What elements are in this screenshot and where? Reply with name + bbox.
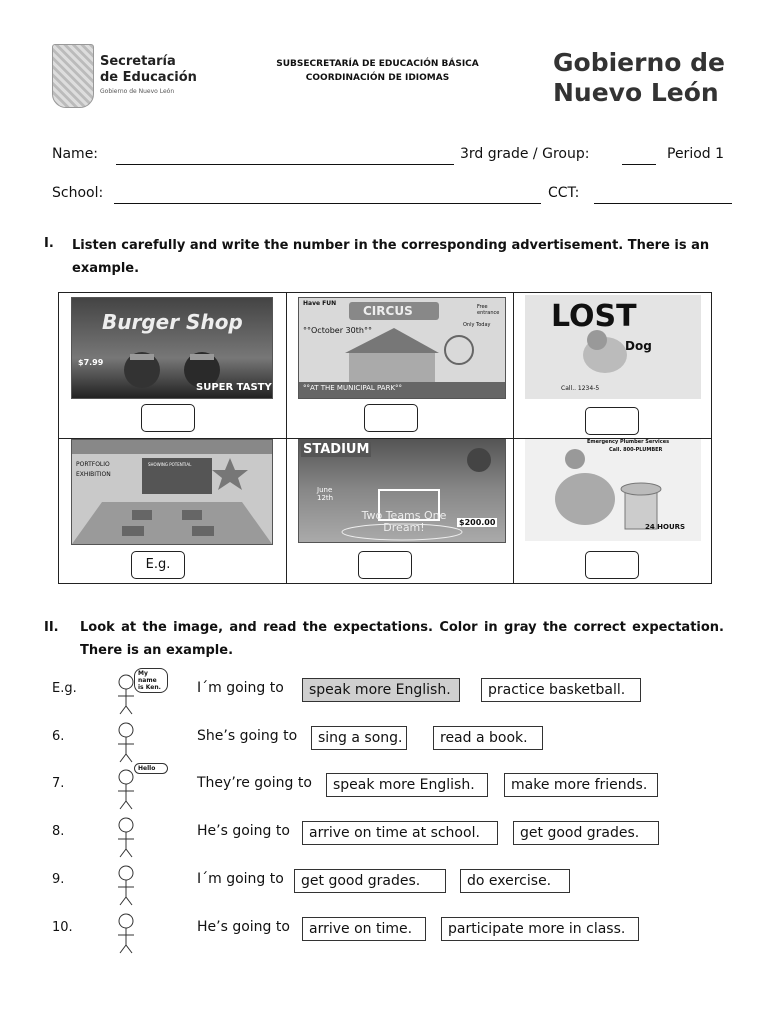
boy-hand-raised-icon [104,909,166,955]
answer-box-stadium[interactable] [358,551,412,579]
expectation-option[interactable]: get good grades. [513,821,659,845]
expectation-option[interactable]: participate more in class. [441,917,639,941]
stadium-price: $200.00 [459,518,496,527]
expectation-option[interactable]: do exercise. [460,869,570,893]
coat-of-arms-icon [52,44,94,108]
circus-date: °°October 30th°° [303,326,372,335]
plumber-ad-icon [525,439,701,541]
answer-box-plumber[interactable] [585,551,639,579]
burger-title: Burger Shop [102,310,243,334]
circus-location: °°AT THE MUNICIPAL PARK°° [303,384,403,392]
plumber-title: Emergency Plumber Services [587,439,670,445]
logo-line-1: Secretaría [100,54,176,69]
lost-dog-word: Dog [625,339,652,353]
expectation-option[interactable]: speak more English. [326,773,488,797]
row-label: E.g. [52,681,77,696]
gobierno-logo [553,48,725,108]
section-2-instruction: Look at the image, and read the expectations. Color in gray the correct expectation. There is an example. [80,620,724,658]
burger-slogan: SUPER TASTY [196,382,272,393]
name-label: Name: [52,146,99,162]
cct-field[interactable] [594,203,732,204]
secretaria-logo [52,40,197,112]
classroom-ad-icon [71,439,273,545]
header-center [250,57,505,85]
subsecretaria-title: SUBSECRETARÍA DE EDUCACIÓN BÁSICA [276,59,479,69]
stadium-date: June 12th [317,486,334,502]
expectation-option[interactable]: sing a song. [311,726,407,750]
expectation-stem: He’s going to [197,823,290,839]
school-field[interactable] [114,203,541,204]
expectation-stem: She’s going to [197,728,298,744]
lost-title: LOST [551,299,637,334]
speech-bubble: Hello [134,763,168,774]
answer-box-classroom[interactable]: E.g. [131,551,185,579]
stadium-slogan: Two Teams One Dream! [361,509,447,534]
gov-line-1: Gobierno de [553,48,725,77]
speech-bubble: My name is Ken. [134,668,168,693]
expectation-option[interactable]: read a book. [433,726,543,750]
burger-price: $7.99 [78,358,104,367]
answer-box-circus[interactable] [364,404,418,432]
answer-box-lost-dog[interactable] [585,407,639,435]
expectation-stem: I´m going to [197,680,284,696]
row-label: 7. [52,776,65,791]
circus-have-fun: Have FUN [303,300,337,307]
period-label: Period 1 [667,146,725,162]
classroom-sign: PORTFOLIO EXHIBITION [76,461,111,478]
coordinacion-title: COORDINACIÓN DE IDIOMAS [305,73,450,83]
circus-title: CIRCUS [363,304,413,318]
expectation-stem: He’s going to [197,919,290,935]
logo-line-3: Gobierno de Nuevo León [100,88,175,95]
expectation-stem: They’re going to [197,775,312,791]
burger-ad-icon [71,297,273,399]
section-2-number: II. [44,620,59,635]
expectation-option[interactable]: get good grades. [294,869,446,893]
answer-box-burger[interactable] [141,404,195,432]
row-label: 10. [52,920,73,935]
logo-line-2: de Educación [100,70,197,85]
section-1-number: I. [44,236,54,251]
row-label: 9. [52,872,65,887]
school-label: School: [52,185,104,201]
plumber-phone: Call. 800-PLUMBER [609,447,663,453]
expectation-option[interactable]: make more friends. [504,773,658,797]
row-label: 8. [52,824,65,839]
kids-greeting-icon [104,765,166,811]
circus-only-today: Only Today [463,322,491,328]
expectation-option[interactable]: speak more English. [302,678,460,702]
row-label: 6. [52,729,65,744]
expectation-stem: I´m going to [197,871,284,887]
cct-label: CCT: [548,185,580,201]
stadium-title: STADIUM [303,442,370,457]
grade-label: 3rd grade / Group: [460,146,590,162]
circus-free-entrance: Free entrance [477,304,500,316]
report-card-icon [104,861,166,907]
circus-ad-icon [298,297,506,399]
boy-speech-bubble-icon [104,670,166,716]
plumber-hours: 24 HOURS [645,523,686,531]
name-field[interactable] [116,164,454,165]
expectation-option[interactable]: arrive on time. [302,917,426,941]
classroom-board-text: SHOWING POTENTIAL [148,462,192,467]
advertisement-grid [58,292,712,584]
gov-line-2: Nuevo León [553,78,719,107]
stadium-ad-icon [298,439,506,543]
expectation-option[interactable]: practice basketball. [481,678,641,702]
girl-reading-icon [104,718,166,764]
lost-phone: Call.. 1234-5 [561,385,600,392]
group-field[interactable] [622,164,656,165]
expectation-option[interactable]: arrive on time at school. [302,821,498,845]
section-1-instruction: Listen carefully and write the number in the corresponding advertisement. There is an example. [72,238,710,276]
boy-clock-icon [104,813,166,859]
lost-dog-ad-icon [525,295,701,399]
